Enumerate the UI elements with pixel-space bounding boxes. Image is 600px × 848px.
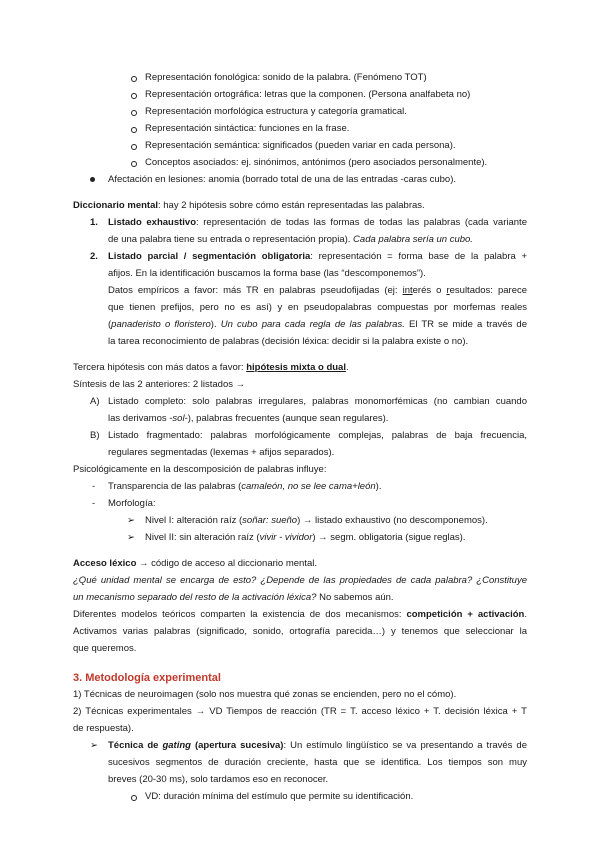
nivel-1-item: Nivel I: alteración raíz (soñar: sueño) → listado exhaustivo (no descomponemos). (145, 515, 488, 526)
question-line-2: un mecanismo separado del resto de la activación léxica? No sabemos aún. (73, 592, 394, 603)
list-marker: A) (90, 396, 100, 407)
diccionario-label: Diccionario mental (73, 200, 158, 211)
dash-item-transparencia: Transparencia de las palabras (camaleón, no se lee cama+león). (108, 481, 382, 492)
psicolog-line: Psicológicamente en la descomposición de palabras influye: (73, 464, 327, 475)
question-line-1: ¿Qué unidad mental se encarga de esto? ¿Depende de las propiedades de cada palabra? ¿Constituye (73, 575, 527, 586)
afectacion-text: Afectación en lesiones: anomia (borrado total de una de las entradas -caras cubo). (108, 174, 457, 185)
list-a-line-2: las derivamos -sol-), palabras frecuentes (aunque sean regulares). (108, 413, 389, 424)
gating-line-2: sucesivos segmentos de duración creciente, hasta que se identifica. Los tiempos son muy (108, 757, 527, 768)
list-number: 2. (90, 251, 98, 262)
modelos-line: Diferentes modelos teóricos comparten la existencia de dos mecanismos: competición + activación. (73, 609, 527, 620)
arrow-bullet-icon: ➢ (90, 740, 98, 751)
list-marker: B) (90, 430, 100, 441)
hypothesis-2-line-2: afijos. En la identificación buscamos la forma base (las “descomponemos”). (108, 268, 426, 279)
diccionario-line (73, 201, 425, 212)
dash-marker: - (92, 481, 96, 492)
gating-line-1: Técnica de gating (apertura sucesiva): Un estímulo lingüístico se va presentando a través de (108, 740, 527, 751)
bullet-circle-icon (131, 144, 137, 150)
acceso-line: Acceso léxico → código de acceso al diccionario mental. (73, 558, 317, 569)
list-item: Representación ortográfica: letras que la componen. (Persona analfabeta no) (145, 89, 471, 100)
list-item: Conceptos asociados: ej. sinónimos, antónimos (pero asociados personalmente). (145, 157, 488, 168)
hypothesis-1-line-2: de una palabra tiene su entrada o representación propia). Cada palabra sería un cubo. (108, 234, 473, 245)
dash-item-morfologia: Morfología: (108, 498, 156, 509)
bullet-circle-icon (131, 795, 137, 801)
section-heading: 3. Metodología experimental (73, 672, 221, 684)
tercera-line: Tercera hipótesis con más datos a favor: hipótesis mixta o dual. (73, 362, 349, 373)
bullet-circle-icon (131, 93, 137, 99)
dash-marker: - (92, 498, 96, 509)
vd-line: VD: duración mínima del estímulo que permite su identificación. (145, 791, 414, 802)
hypothesis-2-line-1: Listado parcial / segmentación obligatoria: representación = forma base de la palabra + (108, 251, 528, 262)
bullet-circle-icon (131, 161, 137, 167)
bullet-dot-icon (90, 177, 95, 182)
hypothesis-2-line-4: que tienen prefijos, pero no es así) y en pseudopalabras compuestas por morfemas reales (108, 302, 527, 313)
sintesis-line: Síntesis de las 2 anteriores: 2 listados → (73, 379, 246, 390)
nivel-2-item: Nivel II: sin alteración raíz (vivir - vividor) → segm. obligatoria (sigue reglas). (145, 532, 466, 543)
list-item: Representación morfológica estructura y categoría gramatical. (145, 106, 407, 117)
diccionario-text: : hay 2 hipótesis sobre cómo están representadas las palabras. (158, 200, 425, 211)
hypothesis-2-line-5: (panaderisto o floristero). Un cubo para cada regla de las palabras. El TR se mide a través de (108, 319, 528, 330)
gating-line-3: breves (20-30 ms), solo tardamos eso en reconocer. (108, 774, 329, 785)
list-b-line-1: Listado fragmentado: palabras morfológicamente complejas, palabras de baja frecuencia, (108, 430, 527, 441)
tecnica-1-line: 1) Técnicas de neuroimagen (solo nos muestra qué zonas se encienden, pero no el cómo). (73, 689, 457, 700)
list-item: Representación semántica: significados (pueden variar en cada persona). (145, 140, 456, 151)
bullet-circle-icon (131, 76, 137, 82)
tecnica-2-line-2: de respuesta). (73, 723, 134, 734)
arrow-bullet-icon: ➢ (127, 515, 135, 526)
bullet-circle-icon (131, 110, 137, 116)
list-item: Representación fonológica: sonido de la palabra. (Fenómeno TOT) (145, 72, 427, 83)
list-a-line-1: Listado completo: solo palabras irregulares, palabras monomorfémicas (no cambian cuando (108, 396, 527, 407)
activamos-line-2: que queremos. (73, 643, 137, 654)
list-item: Representación sintáctica: funciones en la frase. (145, 123, 350, 134)
hypothesis-1-line-1: Listado exhaustivo: representación de todas las formas de todas las palabras (cada variante (108, 217, 527, 228)
bullet-circle-icon (131, 127, 137, 133)
list-number: 1. (90, 217, 98, 228)
list-b-line-2: regulares segmentadas (lexemas + afijos separados). (108, 447, 335, 458)
arrow-bullet-icon: ➢ (127, 532, 135, 543)
tecnica-2-line-1: 2) Técnicas experimentales → VD Tiempos de reacción (TR = T. acceso léxico + T. decisión léxica + T (73, 706, 527, 717)
hypothesis-2-line-6: la tarea reconocimiento de palabras (decisión léxica: decidir si la palabra existe o no). (108, 336, 469, 347)
hypothesis-2-line-3: Datos empíricos a favor: más TR en palabras pseudofijadas (ej: interés o resultados: parece (108, 285, 528, 296)
activamos-line-1: Activamos varias palabras (significado, sonido, ortografía parecida…) y tenemos que seleccionar la (73, 626, 527, 637)
